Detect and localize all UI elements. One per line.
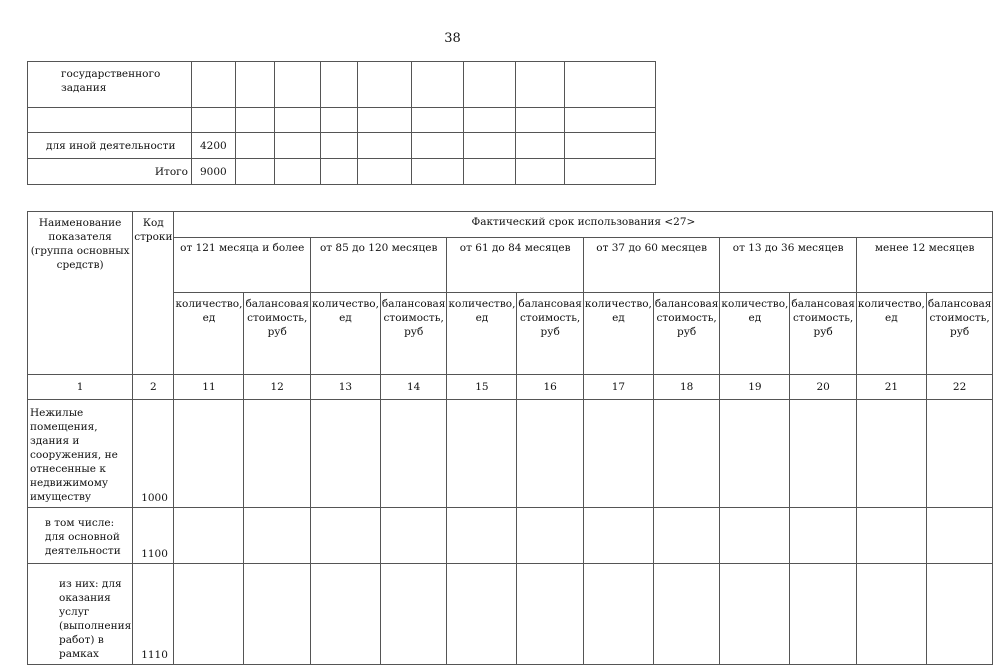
cell: [790, 564, 857, 665]
row-name: Нежилые помещения, здания и сооружения, не отнесенные к недвижимому имуществу: [28, 400, 133, 508]
cell: [174, 400, 244, 508]
row-name: в том числе: для основной деятельности: [28, 508, 133, 564]
cell: [244, 508, 311, 564]
cell: [583, 564, 653, 665]
cell: [321, 108, 358, 133]
cell: [236, 159, 275, 185]
header-row: [28, 212, 993, 238]
table-row: [28, 564, 993, 665]
cell: [358, 133, 412, 159]
cell: [583, 508, 653, 564]
cell: [358, 159, 412, 185]
cell: [447, 564, 517, 665]
page-number: 38: [444, 31, 461, 46]
subheader-qty: количество, ед: [856, 293, 926, 375]
column-number: 16: [517, 375, 584, 400]
cell: [236, 133, 275, 159]
period-label: от 61 до 84 месяцев: [447, 238, 583, 293]
cell: [583, 400, 653, 508]
cell: [244, 564, 311, 665]
period-label: от 13 до 36 месяцев: [720, 238, 856, 293]
top-table-row: [28, 133, 656, 159]
period-label: менее 12 месяцев: [856, 238, 992, 293]
cell: [321, 159, 358, 185]
column-number: 1: [28, 375, 133, 400]
cell: [790, 508, 857, 564]
column-number: 22: [926, 375, 993, 400]
cell: [412, 62, 464, 108]
header-name: Наименование показателя (группа основных средств): [28, 212, 133, 375]
cell: [310, 508, 380, 564]
main-table: [27, 211, 993, 665]
period-label: от 85 до 120 месяцев: [310, 238, 446, 293]
cell: [244, 400, 311, 508]
column-number: 11: [174, 375, 244, 400]
cell: [380, 400, 447, 508]
cell: [464, 108, 516, 133]
cell: [275, 108, 321, 133]
column-number: 21: [856, 375, 926, 400]
top-table-row: [28, 62, 656, 108]
table-row: [28, 508, 993, 564]
cell: [464, 133, 516, 159]
row-name: из них: для оказания услуг (выполнения работ) в рамках: [28, 564, 133, 665]
cell: [856, 508, 926, 564]
subheader-qty: количество, ед: [174, 293, 244, 375]
subheader-bal: балансовая стоимость, руб: [653, 293, 720, 375]
cell: [856, 564, 926, 665]
header-period: Фактический срок использования <27>: [174, 212, 993, 238]
subheader-qty: количество, ед: [447, 293, 517, 375]
cell: [790, 400, 857, 508]
column-number: 17: [583, 375, 653, 400]
row-name: [28, 108, 192, 133]
cell: [517, 564, 584, 665]
subheader-qty: количество, ед: [583, 293, 653, 375]
period-label: от 37 до 60 месяцев: [583, 238, 719, 293]
top-table-row: [28, 108, 656, 133]
cell: [275, 133, 321, 159]
row-code: 1100: [133, 508, 174, 564]
row-name: для иной деятельности: [28, 133, 192, 159]
cell: [447, 508, 517, 564]
cell: [310, 564, 380, 665]
cell: [653, 508, 720, 564]
cell: [321, 133, 358, 159]
cell: [565, 159, 656, 185]
cell: [380, 564, 447, 665]
cell: [321, 62, 358, 108]
cell: [236, 62, 275, 108]
cell: [447, 400, 517, 508]
cell: [275, 159, 321, 185]
cell: [358, 62, 412, 108]
subheader-bal: балансовая стоимость, руб: [517, 293, 584, 375]
cell: [517, 400, 584, 508]
cell: [565, 108, 656, 133]
column-number: 2: [133, 375, 174, 400]
column-number: 12: [244, 375, 311, 400]
column-number: 20: [790, 375, 857, 400]
cell: [516, 108, 565, 133]
cell: [464, 159, 516, 185]
subheader-bal: балансовая стоимость, руб: [790, 293, 857, 375]
cell: [310, 400, 380, 508]
subheader-bal: балансовая стоимость, руб: [244, 293, 311, 375]
subheader-qty: количество, ед: [310, 293, 380, 375]
cell: [653, 400, 720, 508]
subheader-qty: количество, ед: [720, 293, 790, 375]
cell: [412, 108, 464, 133]
cell: [856, 400, 926, 508]
cell: [720, 400, 790, 508]
cell: [517, 508, 584, 564]
row-code: [192, 62, 236, 108]
cell: [236, 108, 275, 133]
row-code: 9000: [192, 159, 236, 185]
cell: [412, 159, 464, 185]
column-number: 13: [310, 375, 380, 400]
top-table: [27, 61, 656, 185]
header-code: Код строки: [133, 212, 174, 375]
column-number-row: [28, 375, 993, 400]
cell: [926, 400, 993, 508]
table-row: [28, 400, 993, 508]
row-code: [192, 108, 236, 133]
row-name: государственного задания: [28, 62, 192, 108]
column-number: 19: [720, 375, 790, 400]
cell: [516, 62, 565, 108]
top-table-row: [28, 159, 656, 185]
column-number: 18: [653, 375, 720, 400]
cell: [565, 133, 656, 159]
cell: [174, 508, 244, 564]
cell: [720, 564, 790, 665]
row-code: 4200: [192, 133, 236, 159]
cell: [174, 564, 244, 665]
cell: [275, 62, 321, 108]
row-code: 1000: [133, 400, 174, 508]
cell: [464, 62, 516, 108]
cell: [653, 564, 720, 665]
subheader-bal: балансовая стоимость, руб: [380, 293, 447, 375]
cell: [516, 133, 565, 159]
cell: [720, 508, 790, 564]
period-label: от 121 месяца и более: [174, 238, 310, 293]
subheader-bal: балансовая стоимость, руб: [926, 293, 993, 375]
cell: [926, 564, 993, 665]
cell: [412, 133, 464, 159]
column-number: 14: [380, 375, 447, 400]
column-number: 15: [447, 375, 517, 400]
row-name: Итого: [28, 159, 192, 185]
cell: [926, 508, 993, 564]
cell: [358, 108, 412, 133]
row-code: 1110: [133, 564, 174, 665]
cell: [516, 159, 565, 185]
cell: [565, 62, 656, 108]
cell: [380, 508, 447, 564]
